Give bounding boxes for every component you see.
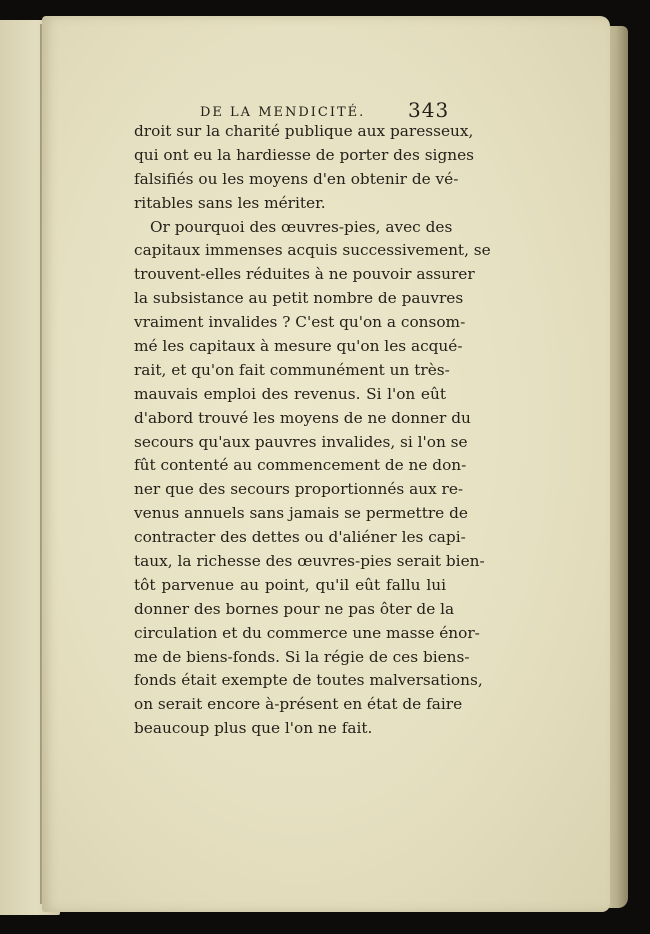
text-line: beaucoup plus que l'on ne fait. bbox=[134, 719, 373, 738]
text-line: mauvais emploi des revenus. Si l'on eût bbox=[134, 384, 446, 403]
text-line: mé les capitaux à mesure qu'on les acqué- bbox=[134, 337, 463, 356]
text-line: fût contenté au commencement de ne don- bbox=[134, 456, 467, 475]
text-line: ner que des secours proportionnés aux re- bbox=[134, 480, 464, 499]
text-line: qui ont eu la hardiesse de porter des signes bbox=[134, 145, 474, 164]
text-line: me de biens-fonds. Si la régie de ces biens- bbox=[134, 647, 470, 666]
text-line: tôt parvenue au point, qu'il eût fallu lui bbox=[134, 575, 446, 594]
text-line: on serait encore à-présent en état de faire bbox=[134, 695, 463, 714]
text-line: rait, et qu'on fait communément un très- bbox=[134, 360, 450, 379]
text-line: falsifiés ou les moyens d'en obtenir de vé- bbox=[134, 169, 459, 188]
page-number: 343 bbox=[408, 98, 450, 122]
text-line: donner des bornes pour ne pas ôter de la bbox=[134, 599, 455, 618]
running-head-title: DE LA MENDICITÉ. bbox=[200, 105, 366, 120]
text-line: d'abord trouvé les moyens de ne donner du bbox=[134, 408, 471, 427]
text-line: venus annuels sans jamais se permettre de bbox=[134, 504, 468, 523]
text-line: vraiment invalides ? C'est qu'on a consom- bbox=[134, 313, 466, 332]
text-line: secours qu'aux pauvres invalides, si l'on se bbox=[134, 432, 468, 451]
text-line: droit sur la charité publique aux paresseux, bbox=[134, 122, 474, 140]
text-line: ritables sans les mériter. bbox=[134, 193, 326, 212]
text-line: contracter des dettes ou d'aliéner les capi- bbox=[134, 528, 466, 547]
text-line: Or pourquoi des œuvres-pies, avec des bbox=[150, 217, 453, 236]
text-line: taux, la richesse des œuvres-pies serait bien- bbox=[134, 552, 485, 571]
text-line: fonds était exempte de toutes malversations, bbox=[134, 671, 483, 690]
text-line: capitaux immenses acquis successivement, se bbox=[134, 241, 491, 260]
text-line: trouvent-elles réduites à ne pouvoir assurer bbox=[134, 265, 475, 284]
text-line: circulation et du commerce une masse énor- bbox=[134, 623, 480, 642]
body-text bbox=[134, 120, 491, 741]
text-line: la subsistance au petit nombre de pauvres bbox=[134, 289, 464, 308]
